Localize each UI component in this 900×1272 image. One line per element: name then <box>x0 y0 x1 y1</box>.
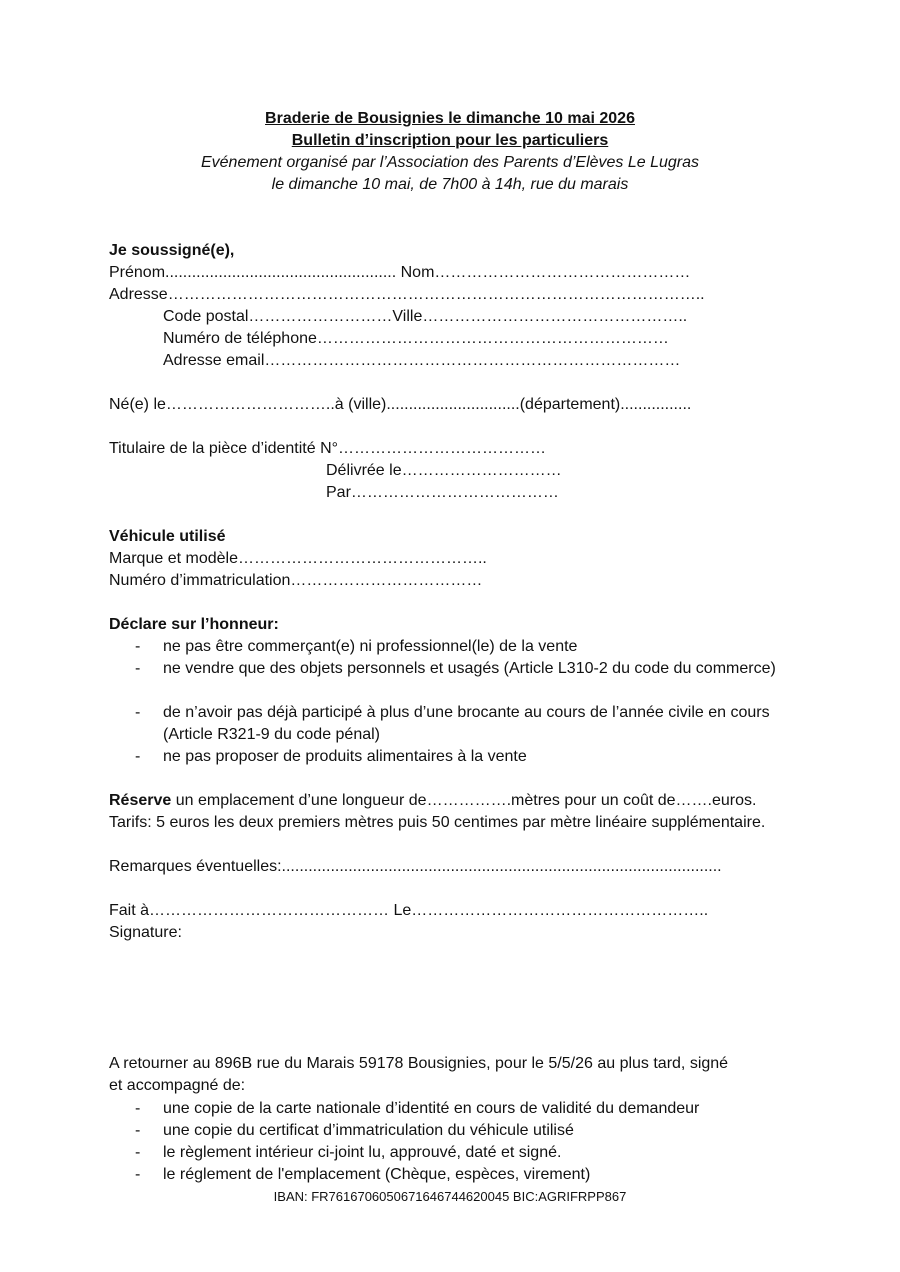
reservation-text: un emplacement d’une longueur de…………….mètres pour un coût de…….euros. <box>171 792 757 809</box>
prenom-nom-field: Prénom.................................................... Nom………………………………………… <box>109 264 691 281</box>
list-bullet: - <box>135 1166 141 1183</box>
fait-a-field: Fait à……………………………………… Le……………………………………………….. <box>109 902 709 919</box>
code-postal-ville-field: Code postal………………………Ville………………………………………….. <box>163 308 688 325</box>
list-bullet: - <box>135 1122 141 1139</box>
return-line-2: et accompagné de: <box>109 1077 246 1094</box>
declaration-item: ne pas proposer de produits alimentaires à la vente <box>163 748 527 765</box>
list-bullet: - <box>135 748 141 765</box>
list-bullet: - <box>135 1100 141 1117</box>
tarifs-line: Tarifs: 5 euros les deux premiers mètres puis 50 centimes par mètre linéaire supplémentaire. <box>109 814 766 831</box>
identity-heading: Je soussigné(e), <box>109 242 235 259</box>
remarks-field: Remarques éventuelles:................................................................................................... <box>109 858 722 875</box>
marque-field: Marque et modèle……………………………………….. <box>109 550 487 567</box>
return-item: une copie du certificat d’immatriculation du véhicule utilisé <box>163 1122 574 1139</box>
declaration-item: de n’avoir pas déjà participé à plus d’une brocante au cours de l’année civile en cours (Article R321-9 du code pénal) <box>163 704 770 743</box>
par-field: Par………………………………… <box>326 484 559 501</box>
declaration-heading: Déclare sur l’honneur: <box>109 616 279 633</box>
return-line-1: A retourner au 896B rue du Marais 59178 Bousignies, pour le 5/5/26 au plus tard, signé <box>109 1055 729 1072</box>
return-item: le règlement intérieur ci-joint lu, approuvé, daté et signé. <box>163 1144 562 1161</box>
adresse-field: Adresse……………………………………………………………………………………….. <box>109 286 705 303</box>
event-date-location: le dimanche 10 mai, de 7h00 à 14h, rue du marais <box>271 176 629 193</box>
declaration-item: ne vendre que des objets personnels et usagés (Article L310-2 du code du commerce) <box>163 660 776 677</box>
list-bullet: - <box>135 704 141 721</box>
document-subtitle: Bulletin d’inscription pour les particuliers <box>291 132 609 149</box>
return-item: une copie de la carte nationale d’identité en cours de validité du demandeur <box>163 1100 700 1117</box>
naissance-field: Né(e) le…………………………..à (ville)..............................(département)................ <box>109 396 692 413</box>
telephone-field: Numéro de téléphone………………………………………………………… <box>163 330 669 347</box>
list-bullet: - <box>135 1144 141 1161</box>
organizer-line: Evénement organisé par l’Association des Parents d’Elèves Le Lugras <box>200 154 700 171</box>
list-bullet: - <box>135 660 141 677</box>
declaration-item: ne pas être commerçant(e) ni professionnel(le) de la vente <box>163 638 578 655</box>
document-title: Braderie de Bousignies le dimanche 10 mai 2026 <box>265 110 635 127</box>
signature-label: Signature: <box>109 924 182 941</box>
return-item: le réglement de l'emplacement (Chèque, espèces, virement) <box>163 1166 591 1183</box>
reservation-line <box>109 791 756 811</box>
immatriculation-field: Numéro d’immatriculation……………………………… <box>109 572 483 589</box>
email-field: Adresse email…………………………………………………………………… <box>163 352 681 369</box>
vehicle-heading: Véhicule utilisé <box>109 528 226 545</box>
piece-identite-field: Titulaire de la pièce d’identité N°………………………………… <box>109 440 547 457</box>
iban-line: IBAN: FR7616706050671646744620045 BIC:AGRIFRPP867 <box>273 1189 627 1204</box>
reservation-keyword: Réserve <box>109 792 172 809</box>
list-bullet: - <box>135 638 141 655</box>
delivree-field: Délivrée le………………………… <box>326 462 562 479</box>
